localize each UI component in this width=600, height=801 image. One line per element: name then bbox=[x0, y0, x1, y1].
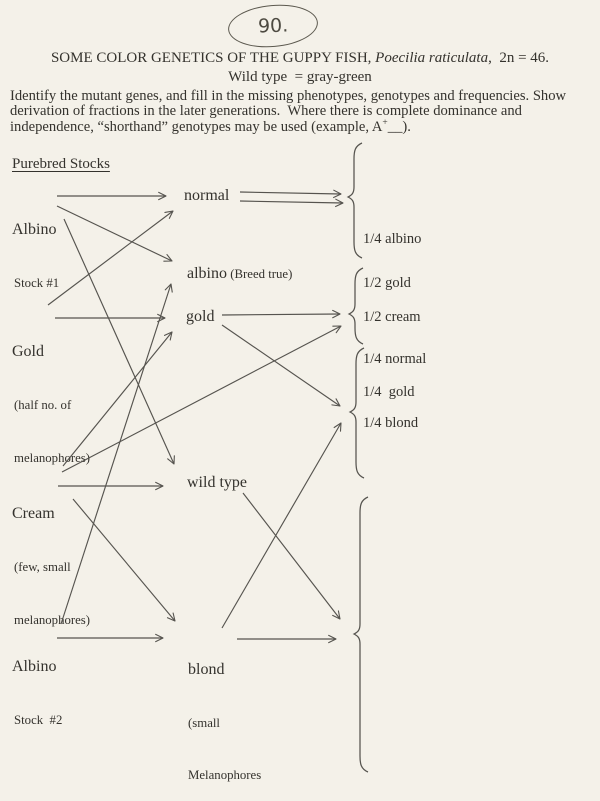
phenotype-note: (small bbox=[188, 716, 220, 730]
fraction-quarter-gold: 1/4 gold bbox=[363, 384, 415, 400]
stock-name: Albino bbox=[12, 221, 57, 238]
fraction-half-cream: 1/2 cream bbox=[363, 309, 421, 325]
stock-note: melanophores) bbox=[14, 613, 91, 627]
fraction-half-gold: 1/2 gold bbox=[363, 275, 411, 291]
stock-note: (few, small bbox=[14, 560, 71, 574]
stock-name: Albino bbox=[12, 658, 57, 675]
phenotype-normal: normal bbox=[184, 187, 230, 204]
title-suffix: , 2n = 46. bbox=[488, 50, 550, 66]
page-subtitle: Wild type = gray-green bbox=[228, 69, 372, 85]
arrow-wildtype-to-lower-brace bbox=[243, 493, 340, 619]
result-braces bbox=[348, 143, 368, 772]
phenotype-note: Melanophores bbox=[188, 768, 262, 782]
phenotype-gold: gold bbox=[186, 308, 215, 325]
title-main: SOME COLOR GENETICS OF THE GUPPY FISH, bbox=[50, 50, 376, 66]
phenotype-wild-type: wild type bbox=[187, 474, 247, 491]
breed-true-note: (Breed true) bbox=[230, 267, 293, 281]
instructions-line-1: Identify the mutant genes, and fill in the missing phenotypes, genotypes and frequencies. Show bbox=[10, 88, 567, 104]
brace-f2-albino bbox=[348, 143, 362, 258]
title-species-italic: Poecilia raticulata bbox=[375, 50, 489, 66]
fraction-quarter-albino: 1/4 albino bbox=[363, 231, 422, 247]
arrow-normal-to-f2-upper bbox=[240, 192, 341, 194]
section-purebred-stocks: Purebred Stocks bbox=[12, 156, 110, 172]
stock-note: Stock #1 bbox=[14, 276, 60, 290]
stock-note: Stock #2 bbox=[14, 713, 63, 727]
brace-quarter-results bbox=[350, 348, 364, 478]
cross-arrows bbox=[48, 192, 343, 639]
arrow-cream-to-halfgold-brace bbox=[62, 326, 341, 472]
instructions-line-2: derivation of fractions in the later generations. Where there is complete dominance and bbox=[10, 103, 522, 119]
arrow-cream-to-gold bbox=[63, 332, 172, 466]
arrow-cream-to-blond bbox=[73, 499, 175, 621]
arrow-gold-to-halfgold-brace bbox=[222, 314, 340, 315]
stock-note: (half no. of bbox=[14, 398, 72, 412]
arrow-albino1-to-wildtype bbox=[64, 219, 174, 464]
arrow-normal-to-f2-lower bbox=[240, 201, 343, 203]
brace-half-gold-cream bbox=[349, 268, 363, 344]
stock-name: Cream bbox=[12, 505, 55, 522]
fraction-quarter-normal: 1/4 normal bbox=[363, 351, 427, 367]
arrow-albino1-to-albino bbox=[57, 206, 172, 261]
page-number-text: 90. bbox=[257, 14, 289, 38]
stock-name: Gold bbox=[12, 343, 44, 360]
stock-note: melanophores) bbox=[14, 451, 91, 465]
arrow-gold-to-quarter-brace bbox=[222, 325, 340, 406]
genotype-superscript: + bbox=[382, 118, 388, 128]
instructions-line-3-post: __). bbox=[387, 118, 411, 135]
fraction-quarter-blond: 1/4 blond bbox=[363, 415, 419, 431]
phenotype-label: albino bbox=[187, 265, 227, 282]
brace-lower bbox=[354, 497, 368, 772]
phenotype-label: blond bbox=[188, 661, 225, 678]
instructions-line-3-pre: independence, “shorthand” genotypes may be used (example, A bbox=[10, 118, 383, 135]
